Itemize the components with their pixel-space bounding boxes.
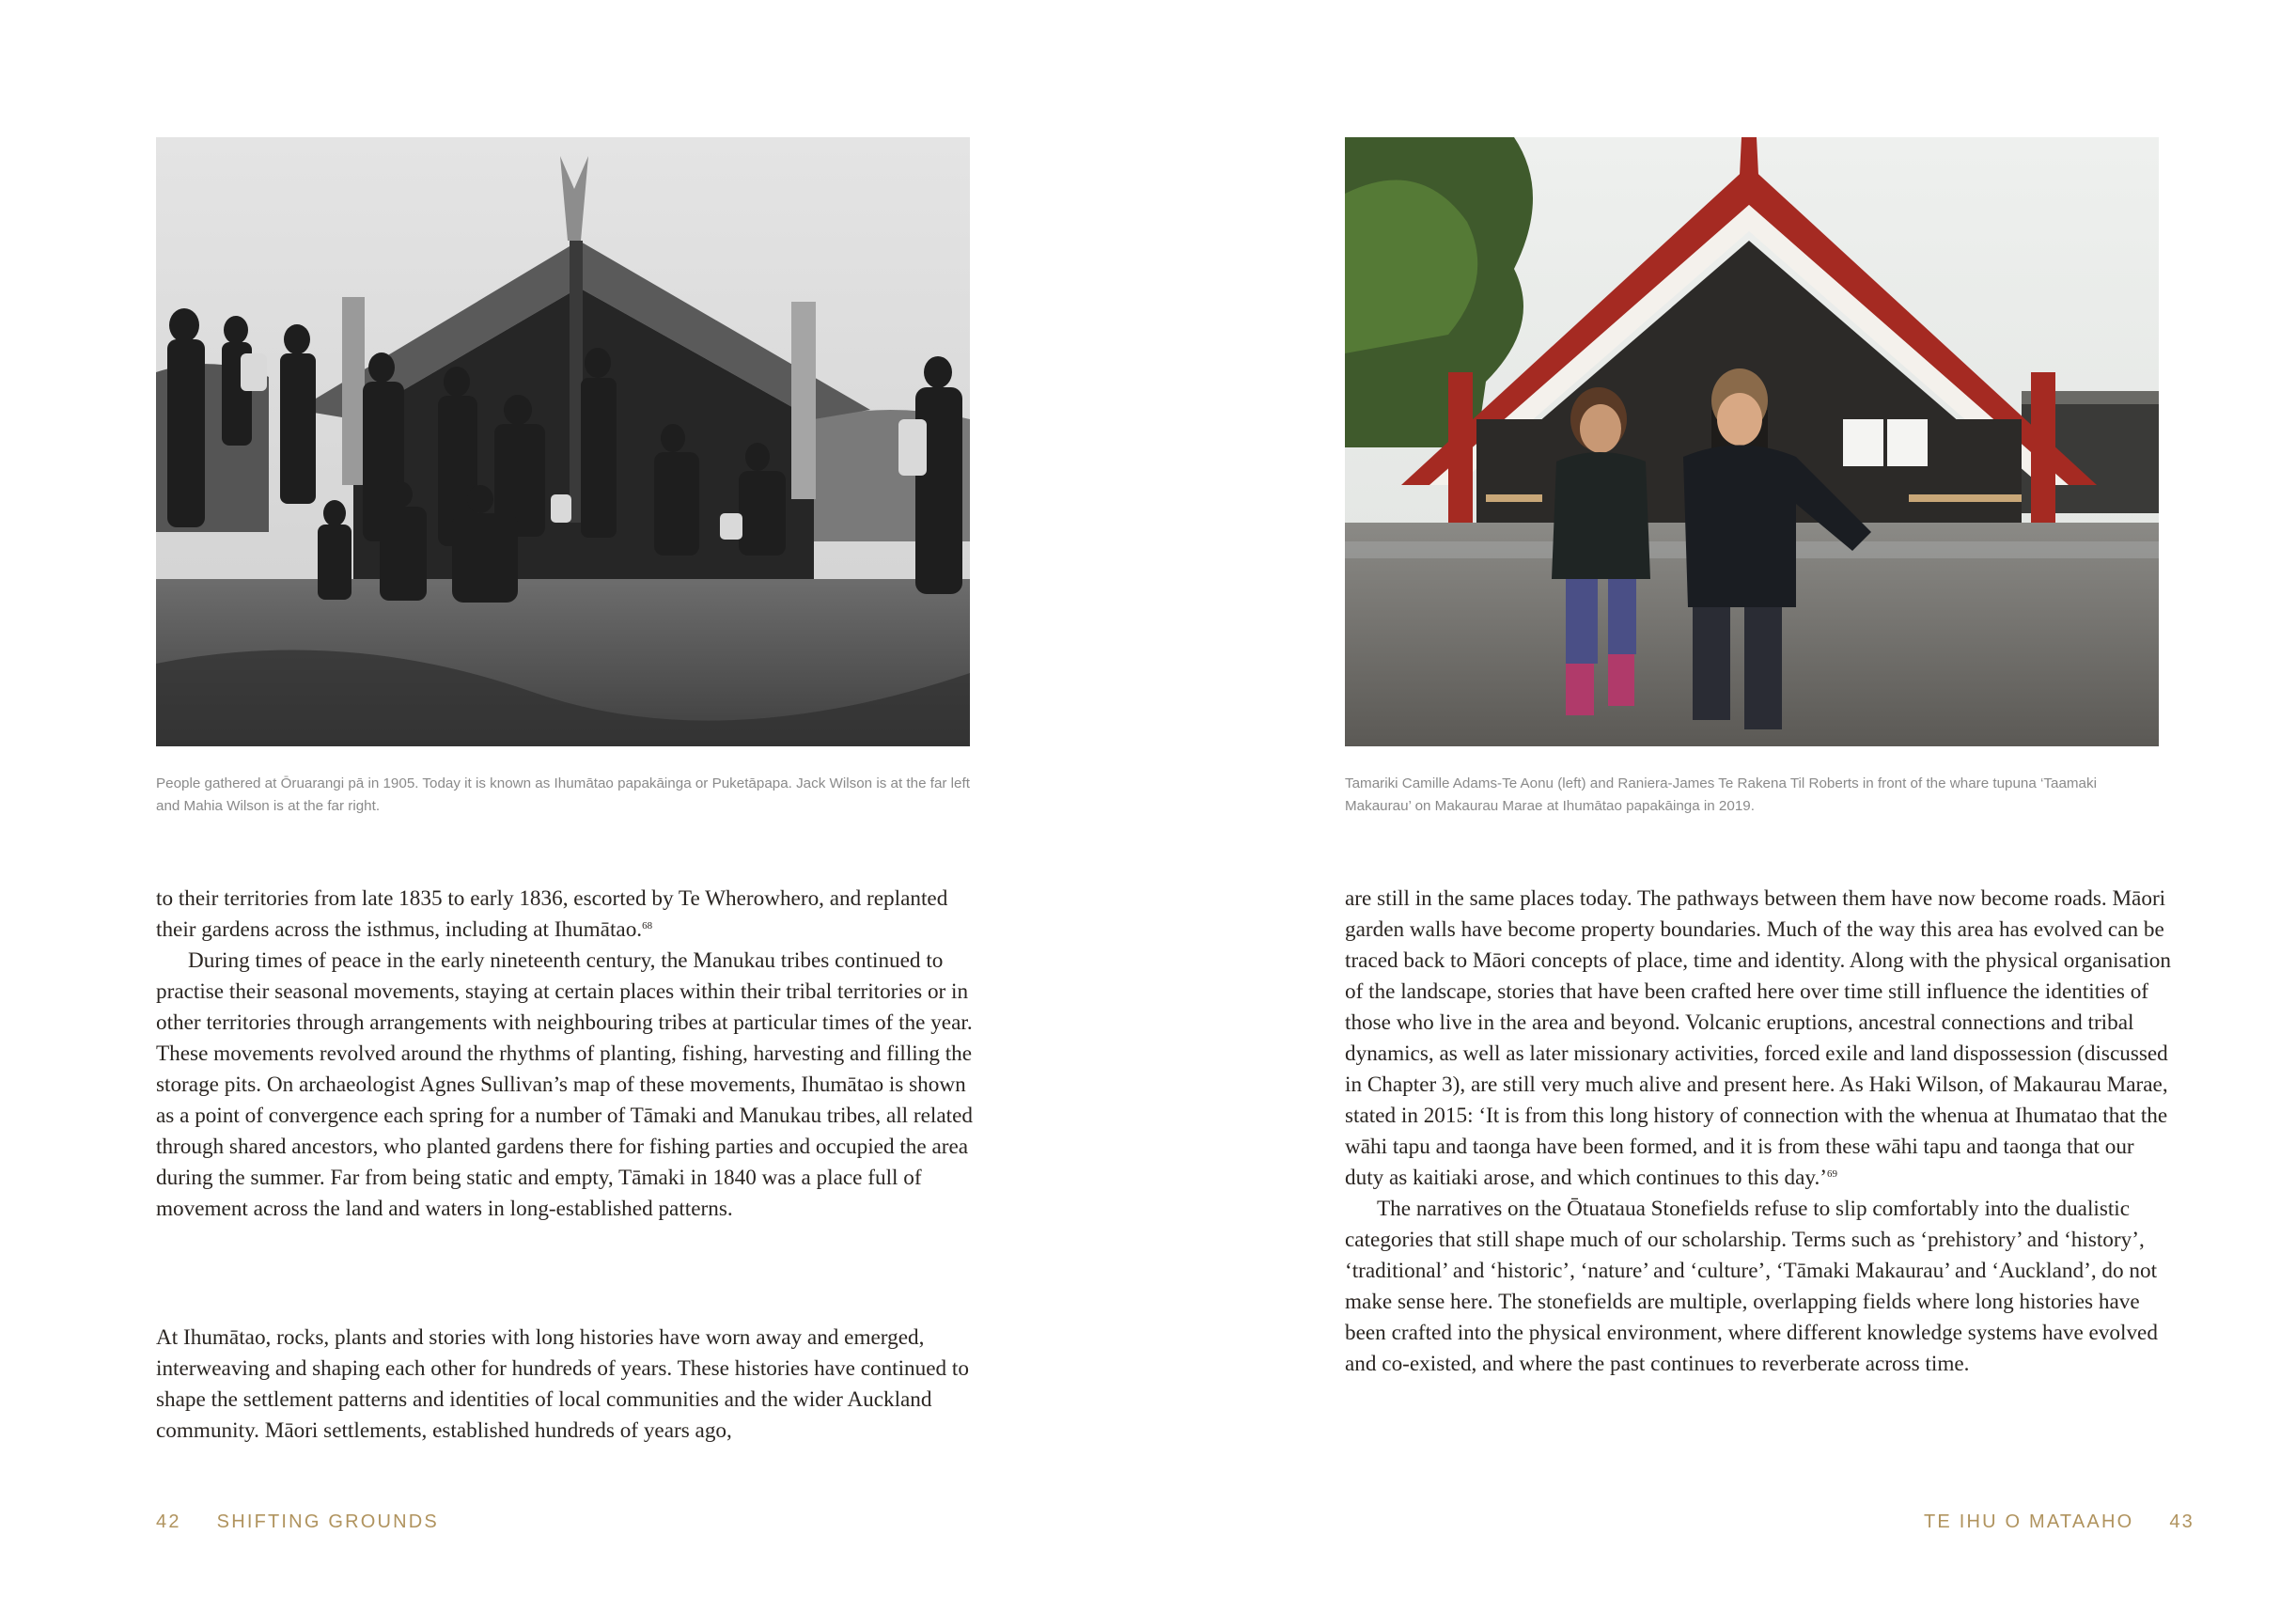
paragraph-text: to their territories from late 1835 to early 1836, escorted by Te Wherowhero, and replanted their gardens across the isthmus, including at Ihumātao. <box>156 886 948 942</box>
page-footer <box>1924 1511 2194 1533</box>
page-number: 43 <box>2169 1511 2194 1532</box>
footnote-ref[interactable]: 69 <box>1827 1168 1838 1180</box>
oruarangi-pa-photo <box>156 137 970 746</box>
right-page <box>1148 0 2296 1613</box>
footnote-ref[interactable]: 68 <box>642 920 653 932</box>
page-footer <box>156 1511 439 1533</box>
paragraph: During times of peace in the early nineteenth century, the Manukau tribes continued to practise their seasonal movements, staying at certain places within their tribal territories or in other territories through arrangements with neighbouring tribes at particular times of the year. These movements revolved around the rhythms of planting, fishing, harvesting and filling the storage pits. On archaeologist Agnes Sullivan’s map of these movements, Ihumātao is shown as a point of convergence each spring for a number of Tāmaki and Manukau tribes, all related through shared ancestors, who planted gardens there for fishing parties and occupied the area during the summer. Far from being static and empty, Tāmaki in 1840 was a place full of movement across the land and waters in long-established patterns. <box>156 948 973 1221</box>
running-title: SHIFTING GROUNDS <box>216 1511 439 1532</box>
paragraph <box>156 884 983 946</box>
paragraph <box>1345 884 2172 1194</box>
paragraph-text: are still in the same places today. The pathways between them have now become roads. Māori garden walls have become property boundaries. Much of the way this area has evolved can be traced back to Māori concepts of place, time and identity. Along with the physical organisation of the landscape, stories that have been crafted here over time still influence the identities of those who live in the area and beyond. Volcanic eruptions, ancestral connections and tribal dynamics, as well as later missionary activities, forced exile and land dispossession (discussed in Chapter 3), are still very much alive and present here. As Haki Wilson, of Makaurau Marae, stated in 2015: ‘It is from this long history of connection with the whenua at Ihumatao that the wāhi tapu and taonga have been formed, and it is from these wāhi tapu and taonga that our duty as kaitiaki arose, and which continues to this day.’ <box>1345 886 2171 1190</box>
paragraph: At Ihumātao, rocks, plants and stories with long histories have worn away and emerged, interweaving and shaping each other for hundreds of years. These histories have continued to shape the settlement patterns and identities of local communities and the wider Auckland community. Māori settlements, established hundreds of years ago, <box>156 1325 969 1443</box>
historic-photo <box>156 137 970 746</box>
photo-caption: People gathered at Ōruarangi pā in 1905. Today it is known as Ihumātao papakāinga or Puketāpapa. Jack Wilson is at the far left and Mahia Wilson is at the far right. <box>156 775 970 814</box>
makaurau-marae-photo <box>1345 137 2159 746</box>
paragraph: The narratives on the Ōtuataua Stonefields refuse to slip comfortably into the dualistic categories that still shape much of our scholarship. Terms such as ‘prehistory’ and ‘history’, ‘traditional’ and ‘historic’, ‘nature’ and ‘culture’, ‘Tāmaki Makaurau’ and ‘Auckland’, do not make sense here. The stonefields are multiple, overlapping fields where long histories have been crafted into the physical environment, where different knowledge systems have evolved and co-existed, and where the past continues to reverberate across time. <box>1345 1197 2158 1376</box>
photo-caption: Tamariki Camille Adams-Te Aonu (left) and Raniera-James Te Rakena Til Roberts in front of the whare tupuna ‘Taamaki Makaurau’ on Makaurau Marae at Ihumātao papakāinga in 2019. <box>1345 775 2097 814</box>
page-number: 42 <box>156 1511 181 1532</box>
body-text-block-2 <box>156 1323 983 1447</box>
marae-photo <box>1345 137 2159 746</box>
body-text-block-1 <box>156 884 983 1225</box>
running-title: TE IHU O MATAAHO <box>1923 1511 2134 1532</box>
body-text-block-1 <box>1345 884 2172 1380</box>
